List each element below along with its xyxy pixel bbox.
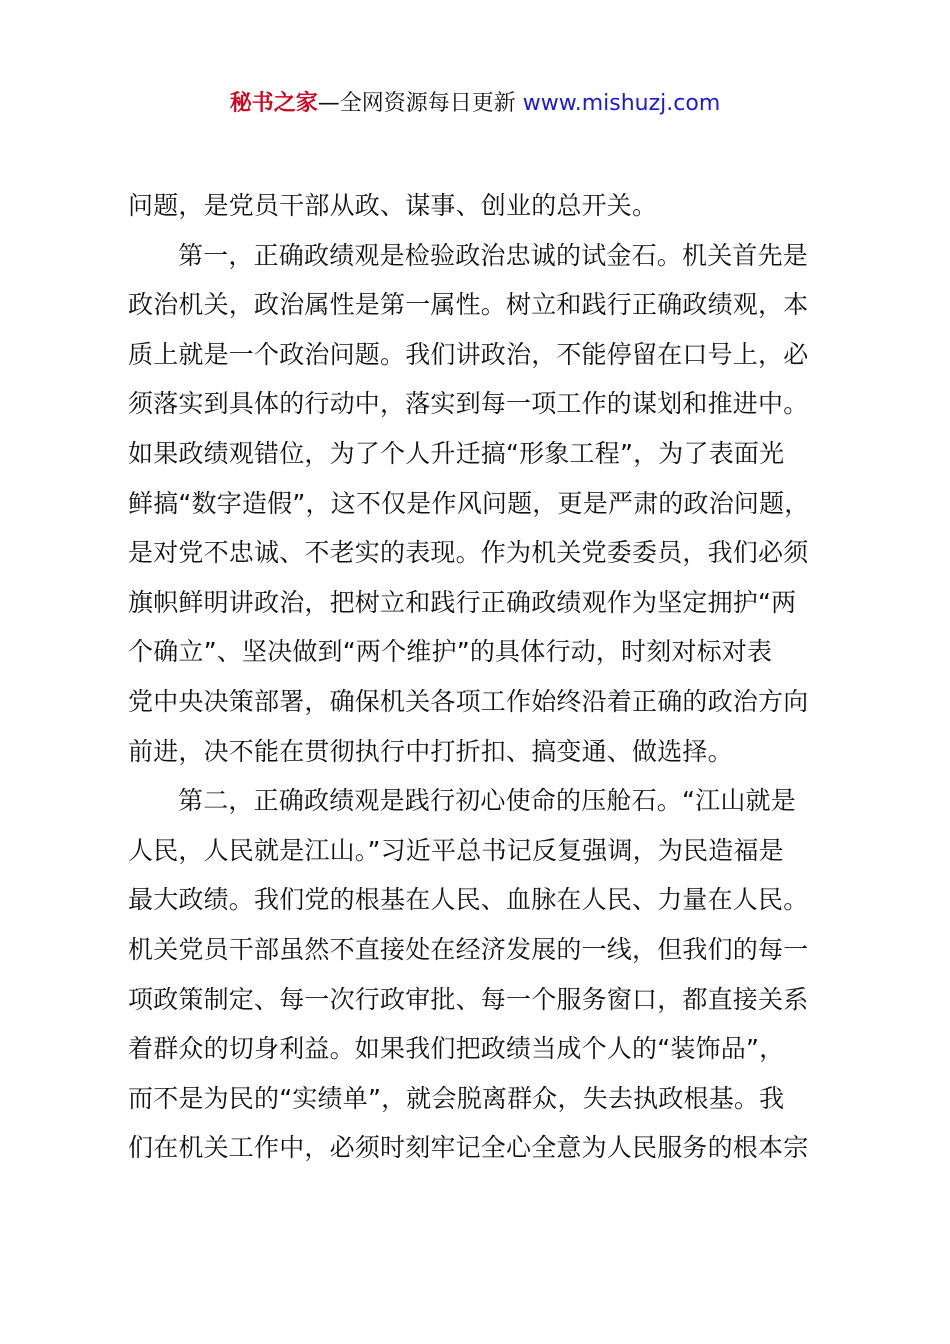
text-line: 人民，人民就是江山。”习近平总书记反复强调，为民造福是 (128, 835, 784, 865)
text-line: 问题，是党员干部从政、谋事、创业的总开关。 (128, 191, 658, 220)
page-header (0, 86, 950, 122)
text-line: 党中央决策部署，确保机关各项工作始终沿着正确的政治方向 (128, 686, 809, 716)
paragraph-first-line: 第一，正确政绩观是检验政治忠诚的试金石。机关首先是 (178, 240, 809, 270)
text-line: 质上就是一个政治问题。我们讲政治，不能停留在口号上，必 (128, 339, 809, 369)
paragraph-first-line: 第二，正确政绩观是践行初心使命的压舱石。“江山就是 (178, 786, 796, 816)
text-line: 鲜搞“数字造假”，这不仅是作风问题，更是严肃的政治问题， (128, 488, 810, 518)
text-line: 着群众的切身利益。如果我们把政绩当成个人的“装饰品”， (128, 1034, 785, 1064)
text-line: 旗帜鲜明讲政治，把树立和践行正确政绩观作为坚定拥护“两 (128, 587, 797, 617)
text-line: 须落实到具体的行动中，落实到每一项工作的谋划和推进中。 (128, 389, 809, 419)
text-line: 个确立”、坚决做到“两个维护”的具体行动，时刻对标对表 (128, 637, 773, 667)
text-line: 们在机关工作中，必须时刻牢记全心全意为人民服务的根本宗 (128, 1133, 809, 1163)
text-line: 是对党不忠诚、不老实的表现。作为机关党委委员，我们必须 (128, 538, 809, 568)
header-tagline: —全网资源每日更新 (317, 91, 516, 116)
site-url-link[interactable]: www.mishuzj.com (522, 91, 721, 116)
text-line: 如果政绩观错位，为了个人升迁搞“形象工程”，为了表面光 (128, 438, 785, 468)
text-line: 机关党员干部虽然不直接处在经济发展的一线，但我们的每一 (128, 934, 809, 964)
document-body (128, 181, 838, 1173)
text-line: 最大政绩。我们党的根基在人民、血脉在人民、力量在人民。 (128, 885, 809, 915)
text-line: 前进，决不能在贯彻执行中打折扣、搞变通、做选择。 (128, 736, 733, 766)
text-line: 政治机关，政治属性是第一属性。树立和践行正确政绩观，本 (128, 290, 809, 320)
brand-name: 秘书之家 (229, 91, 318, 116)
text-line: 而不是为民的“实绩单”，就会脱离群众，失去执政根基。我 (128, 1083, 785, 1113)
text-line: 项政策制定、每一次行政审批、每一个服务窗口，都直接关系 (128, 984, 809, 1014)
